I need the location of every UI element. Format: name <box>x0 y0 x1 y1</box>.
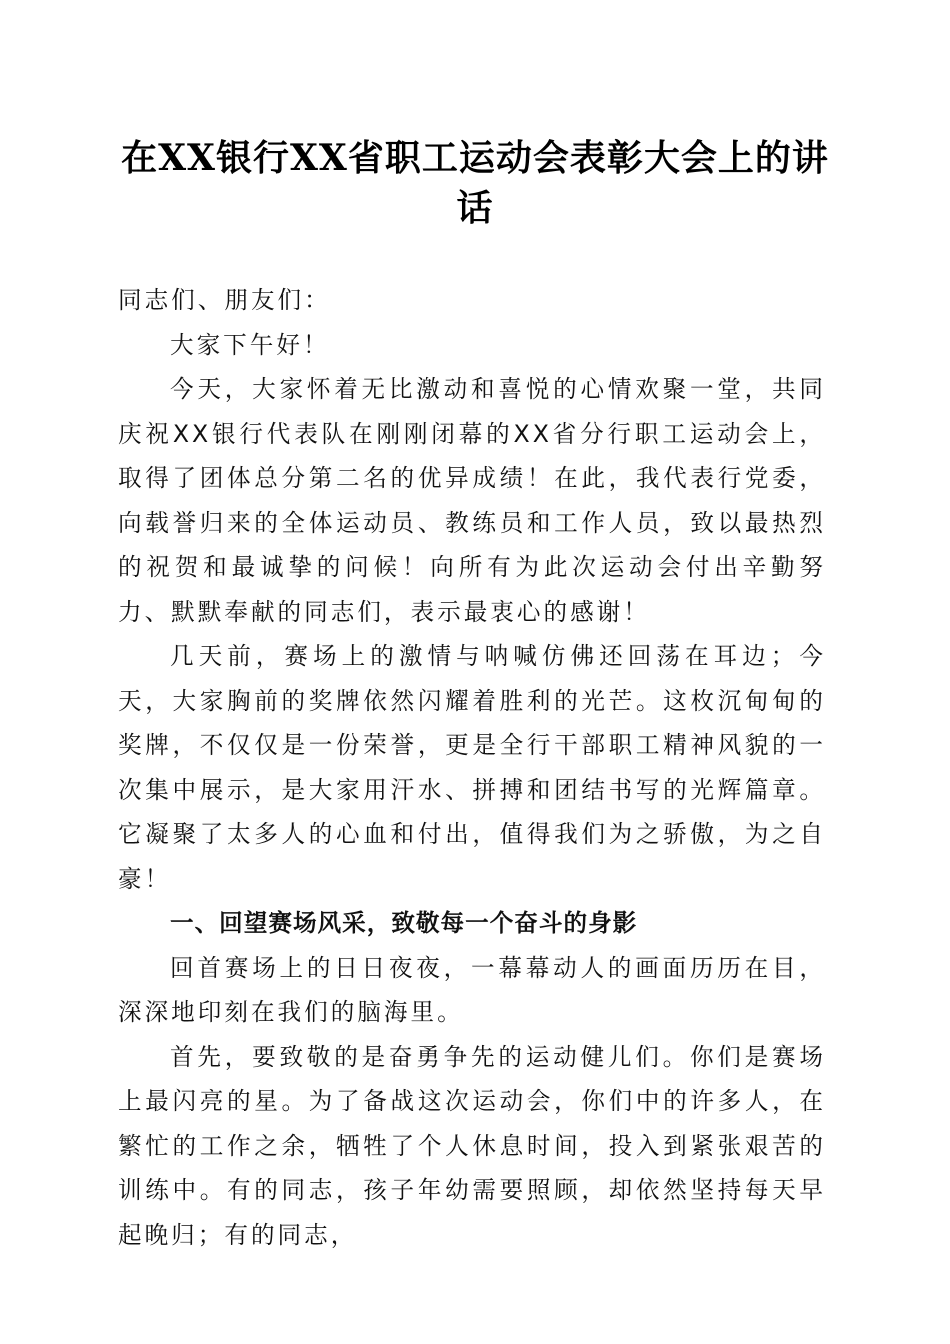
medal-paragraph: 几天前，赛场上的激情与呐喊仿佛还回荡在耳边；今天，大家胸前的奖牌依然闪耀着胜利的光芒。这枚沉甸甸的奖牌，不仅仅是一份荣誉，更是全行干部职工精神风貌的一次集中展示，是大家用汗水、拼搏和团结书写的光辉篇章。它凝聚了太多人的心血和付出，值得我们为之骄傲，为之自豪！ <box>118 642 826 893</box>
athletes-paragraph: 首先，要致敬的是奋勇争先的运动健儿们。你们是赛场上最闪亮的星。为了备战这次运动会，你们中的许多人，在繁忙的工作之余，牺牲了个人休息时间，投入到紧张艰苦的训练中。有的同志，孩子年幼需要照顾，却依然坚持每天早起晚归；有的同志， <box>118 1042 826 1249</box>
greeting-paragraph: 大家下午好！ <box>170 330 330 359</box>
celebration-paragraph: 今天，大家怀着无比激动和喜悦的心情欢聚一堂，共同庆祝XX银行代表队在刚刚闭幕的XX省分行职工运动会上，取得了团体总分第二名的优异成绩！在此，我代表行党委，向载誉归来的全体运动员、教练员和工作人员，致以最热烈的祝贺和最诚挚的问候！向所有为此次运动会付出辛勤努力、默默奉献的同志们，表示最衷心的感谢！ <box>118 375 826 626</box>
section-heading: 一、回望赛场风采，致敬每一个奋斗的身影 <box>170 909 638 937</box>
salutation: 同志们、朋友们： <box>118 286 331 314</box>
document-body <box>118 278 826 1257</box>
document-title: 在XX银行XX省职工运动会表彰大会上的讲话 <box>121 137 829 229</box>
review-paragraph: 回首赛场上的日日夜夜，一幕幕动人的画面历历在目，深深地印刻在我们的脑海里。 <box>118 953 826 1026</box>
